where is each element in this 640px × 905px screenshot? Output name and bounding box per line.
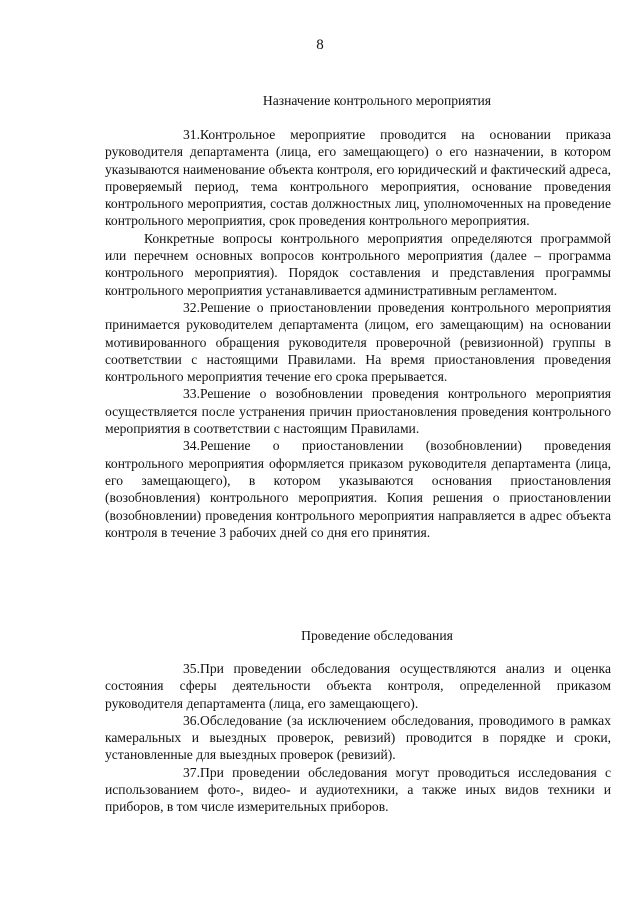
paragraph-36 [105,712,611,764]
page-number: 8 [316,37,324,53]
paragraph-text: При проведении обследования осуществляются анализ и оценка состояния сферы деятельности объекта контроля, определенной приказом руководителя департамента (лица, его замещающего). [105,661,611,711]
paragraph-number: 34. [183,438,200,454]
paragraph-number: 37. [183,764,200,780]
section-body [105,126,611,541]
paragraph-37 [105,764,611,816]
paragraph-text: Решение о приостановлении (возобновлении) проведения контрольного мероприятия оформляется приказом руководителя департамента (лица, его замещающего), в котором указываются основания приостановления (возобновления) контрольного мероприятия. Копия решения о приостановлении (возобновлении) проведения контрольного мероприятия направляется в адрес объекта контроля в течение 3 рабочих дней со дня его принятия. [105,438,611,540]
paragraph-text: При проведении обследования могут проводиться исследования с использованием фото-, видео- и аудиотехники, а также иных видов техники и приборов, в том числе измерительных приборов. [105,764,611,815]
paragraph-31 [105,126,611,230]
paragraph-text: Конкретные вопросы контрольного мероприятия определяются программой или перечнем основных вопросов контрольного мероприятия (далее – программа контрольного мероприятия). Порядок составления и представления программы контрольного мероприятия устанавливается административным регламентом. [105,230,611,298]
section-body [105,660,611,816]
paragraph-31-continued [105,230,611,299]
paragraph-number: 36. [183,712,200,728]
paragraph-number: 31. [183,127,200,142]
paragraph-text: Контрольное мероприятие проводится на основании приказа руководителя департамента (лица, его замещающего) о его назначении, в котором указываются наименование объекта контроля, его юридический и фактический адреса, проверяемый период, тема контрольного мероприятия, основание проведения контрольного мероприятия, состав должностных лиц, уполномоченных на проведение контрольного мероприятия, срок проведения контрольного мероприятия. [105,127,611,229]
paragraph-32 [105,299,611,385]
paragraph-number: 33. [183,386,200,402]
paragraph-text: Обследование (за исключением обследования, проводимого в рамках камеральных и выездных проверок, ревизий) проводится в порядке и сроки, установленные для выездных проверок (ревизий). [105,712,611,763]
paragraph-number: 32. [183,299,200,315]
section-heading: Назначение контрольного мероприятия [262,93,492,108]
paragraph-34 [105,437,611,541]
paragraph-number: 35. [183,661,200,676]
section-heading: Проведение обследования [301,628,453,643]
paragraph-35 [105,660,611,712]
paragraph-33 [105,385,611,437]
paragraph-text: Решение о приостановлении проведения контрольного мероприятия принимается руководителем департамента (лицом, его замещающим) на основании мотивированного обращения руководителя проверочной (ревизионной) группы в соответствии с настоящими Правилами. На время приостановления проведения контрольного мероприятия течение его срока прерывается. [105,299,611,385]
paragraph-text: Решение о возобновлении проведения контрольного мероприятия осуществляется после устранения причин приостановления проведения контрольного мероприятия в соответствии с настоящим Правилами. [105,386,611,437]
